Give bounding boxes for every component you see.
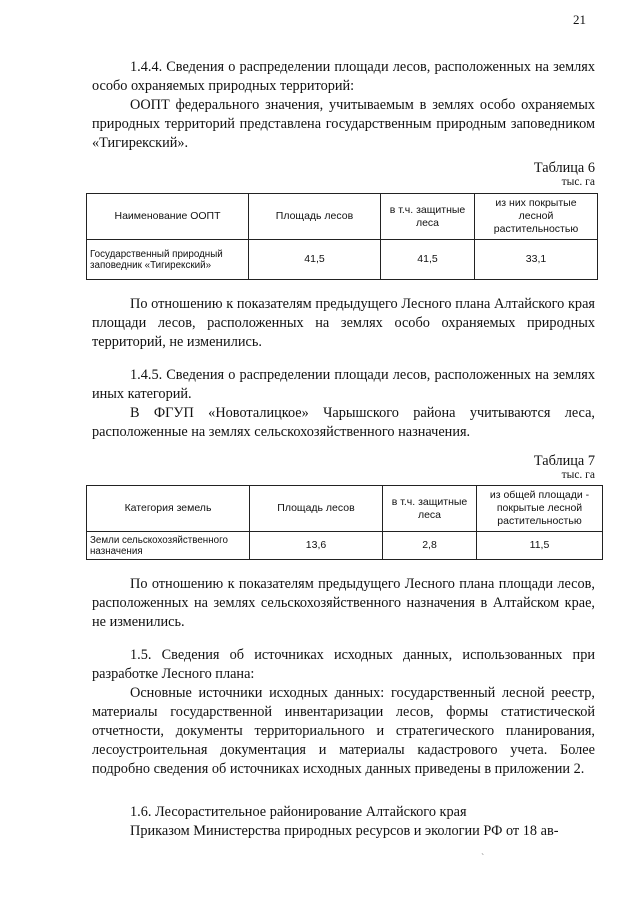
table7-unit: тыс. га — [561, 469, 595, 481]
table7-cell-area: 13,6 — [250, 532, 383, 560]
table7 — [86, 485, 603, 560]
table7-header-area: Площадь лесов — [250, 486, 383, 532]
section-1-4-5-heading: 1.4.5. Сведения о распределении площади лесов, расположенных на землях иных категорий. — [92, 367, 595, 402]
section-1-6-text: Приказом Министерства природных ресурсов и экологии РФ от 18 ав- — [130, 823, 559, 839]
table6-cell-name: Государственный природный заповедник «Тигирекский» — [87, 240, 249, 280]
table6-unit: тыс. га — [561, 176, 595, 188]
table6-caption: Таблица 6 — [533, 160, 595, 176]
table7-cell-protective: 2,8 — [383, 532, 477, 560]
table7-header-protective: в т.ч. защитные леса — [383, 486, 477, 532]
table7-caption-block — [534, 453, 595, 481]
paragraph-after-table6: По отношению к показателям предыдущего Лесного плана Алтайского края площади лесов, расположенных на землях особо охраняемых природных территорий, не изменились. — [92, 296, 595, 350]
table6-caption-block — [534, 160, 595, 188]
scan-speck: ` — [481, 853, 485, 864]
table6-cell-covered: 33,1 — [475, 240, 598, 280]
paragraph-after-table7: По отношению к показателям предыдущего Лесного плана площади лесов, расположенных на землях сельскохозяйственного назначения в Алтайском крае, не изменились. — [92, 576, 595, 630]
table7-header-covered: из общей площади - покрытые лесной растительностью — [477, 486, 603, 532]
section-1-4-5-text: В ФГУП «Новоталицкое» Чарышского района учитываются леса, расположенные на землях сельскохозяйственного назначения. — [92, 405, 595, 440]
table6-header-row — [87, 194, 598, 240]
section-1-6-heading: 1.6. Лесорастительное районирование Алтайского края — [130, 804, 467, 820]
table6-cell-protective: 41,5 — [381, 240, 475, 280]
table7-header-category: Категория земель — [87, 486, 250, 532]
table6-header-name: Наименование ООПТ — [87, 194, 249, 240]
table7-header-row — [87, 486, 603, 532]
section-1-4-4-text: ООПТ федерального значения, учитываемым в землях особо охраняемых природных территорий представлена государственным природным заповедником «Тигирекский». — [92, 97, 595, 151]
table7-cell-covered: 11,5 — [477, 532, 603, 560]
section-1-5-text: Основные источники исходных данных: государственный лесной реестр, материалы государственной инвентаризации лесов, формы статистической отчетности, документы территориального и стратегического планирования, лесоустроительная документация и материалы кадастрового учета. Более подробно сведения об источниках исходных данных приведены в приложении 2. — [92, 685, 595, 777]
table7-cell-category: Земли сельскохозяйственного назначения — [87, 532, 250, 560]
table6-header-area: Площадь лесов — [249, 194, 381, 240]
table6-header-covered: из них покрытые лесной растительностью — [475, 194, 598, 240]
table7-caption: Таблица 7 — [533, 453, 595, 469]
section-1-5-heading: 1.5. Сведения об источниках исходных данных, использованных при разработке Лесного плана: — [92, 647, 595, 682]
table6 — [86, 193, 598, 280]
table6-cell-area: 41,5 — [249, 240, 381, 280]
page-number: 21 — [573, 12, 586, 27]
table6-header-protective: в т.ч. защитные леса — [381, 194, 475, 240]
section-1-4-4-heading: 1.4.4. Сведения о распределении площади лесов, расположенных на землях особо охраняемых природных территорий: — [92, 59, 595, 94]
table-row — [87, 240, 598, 280]
table-row — [87, 532, 603, 560]
